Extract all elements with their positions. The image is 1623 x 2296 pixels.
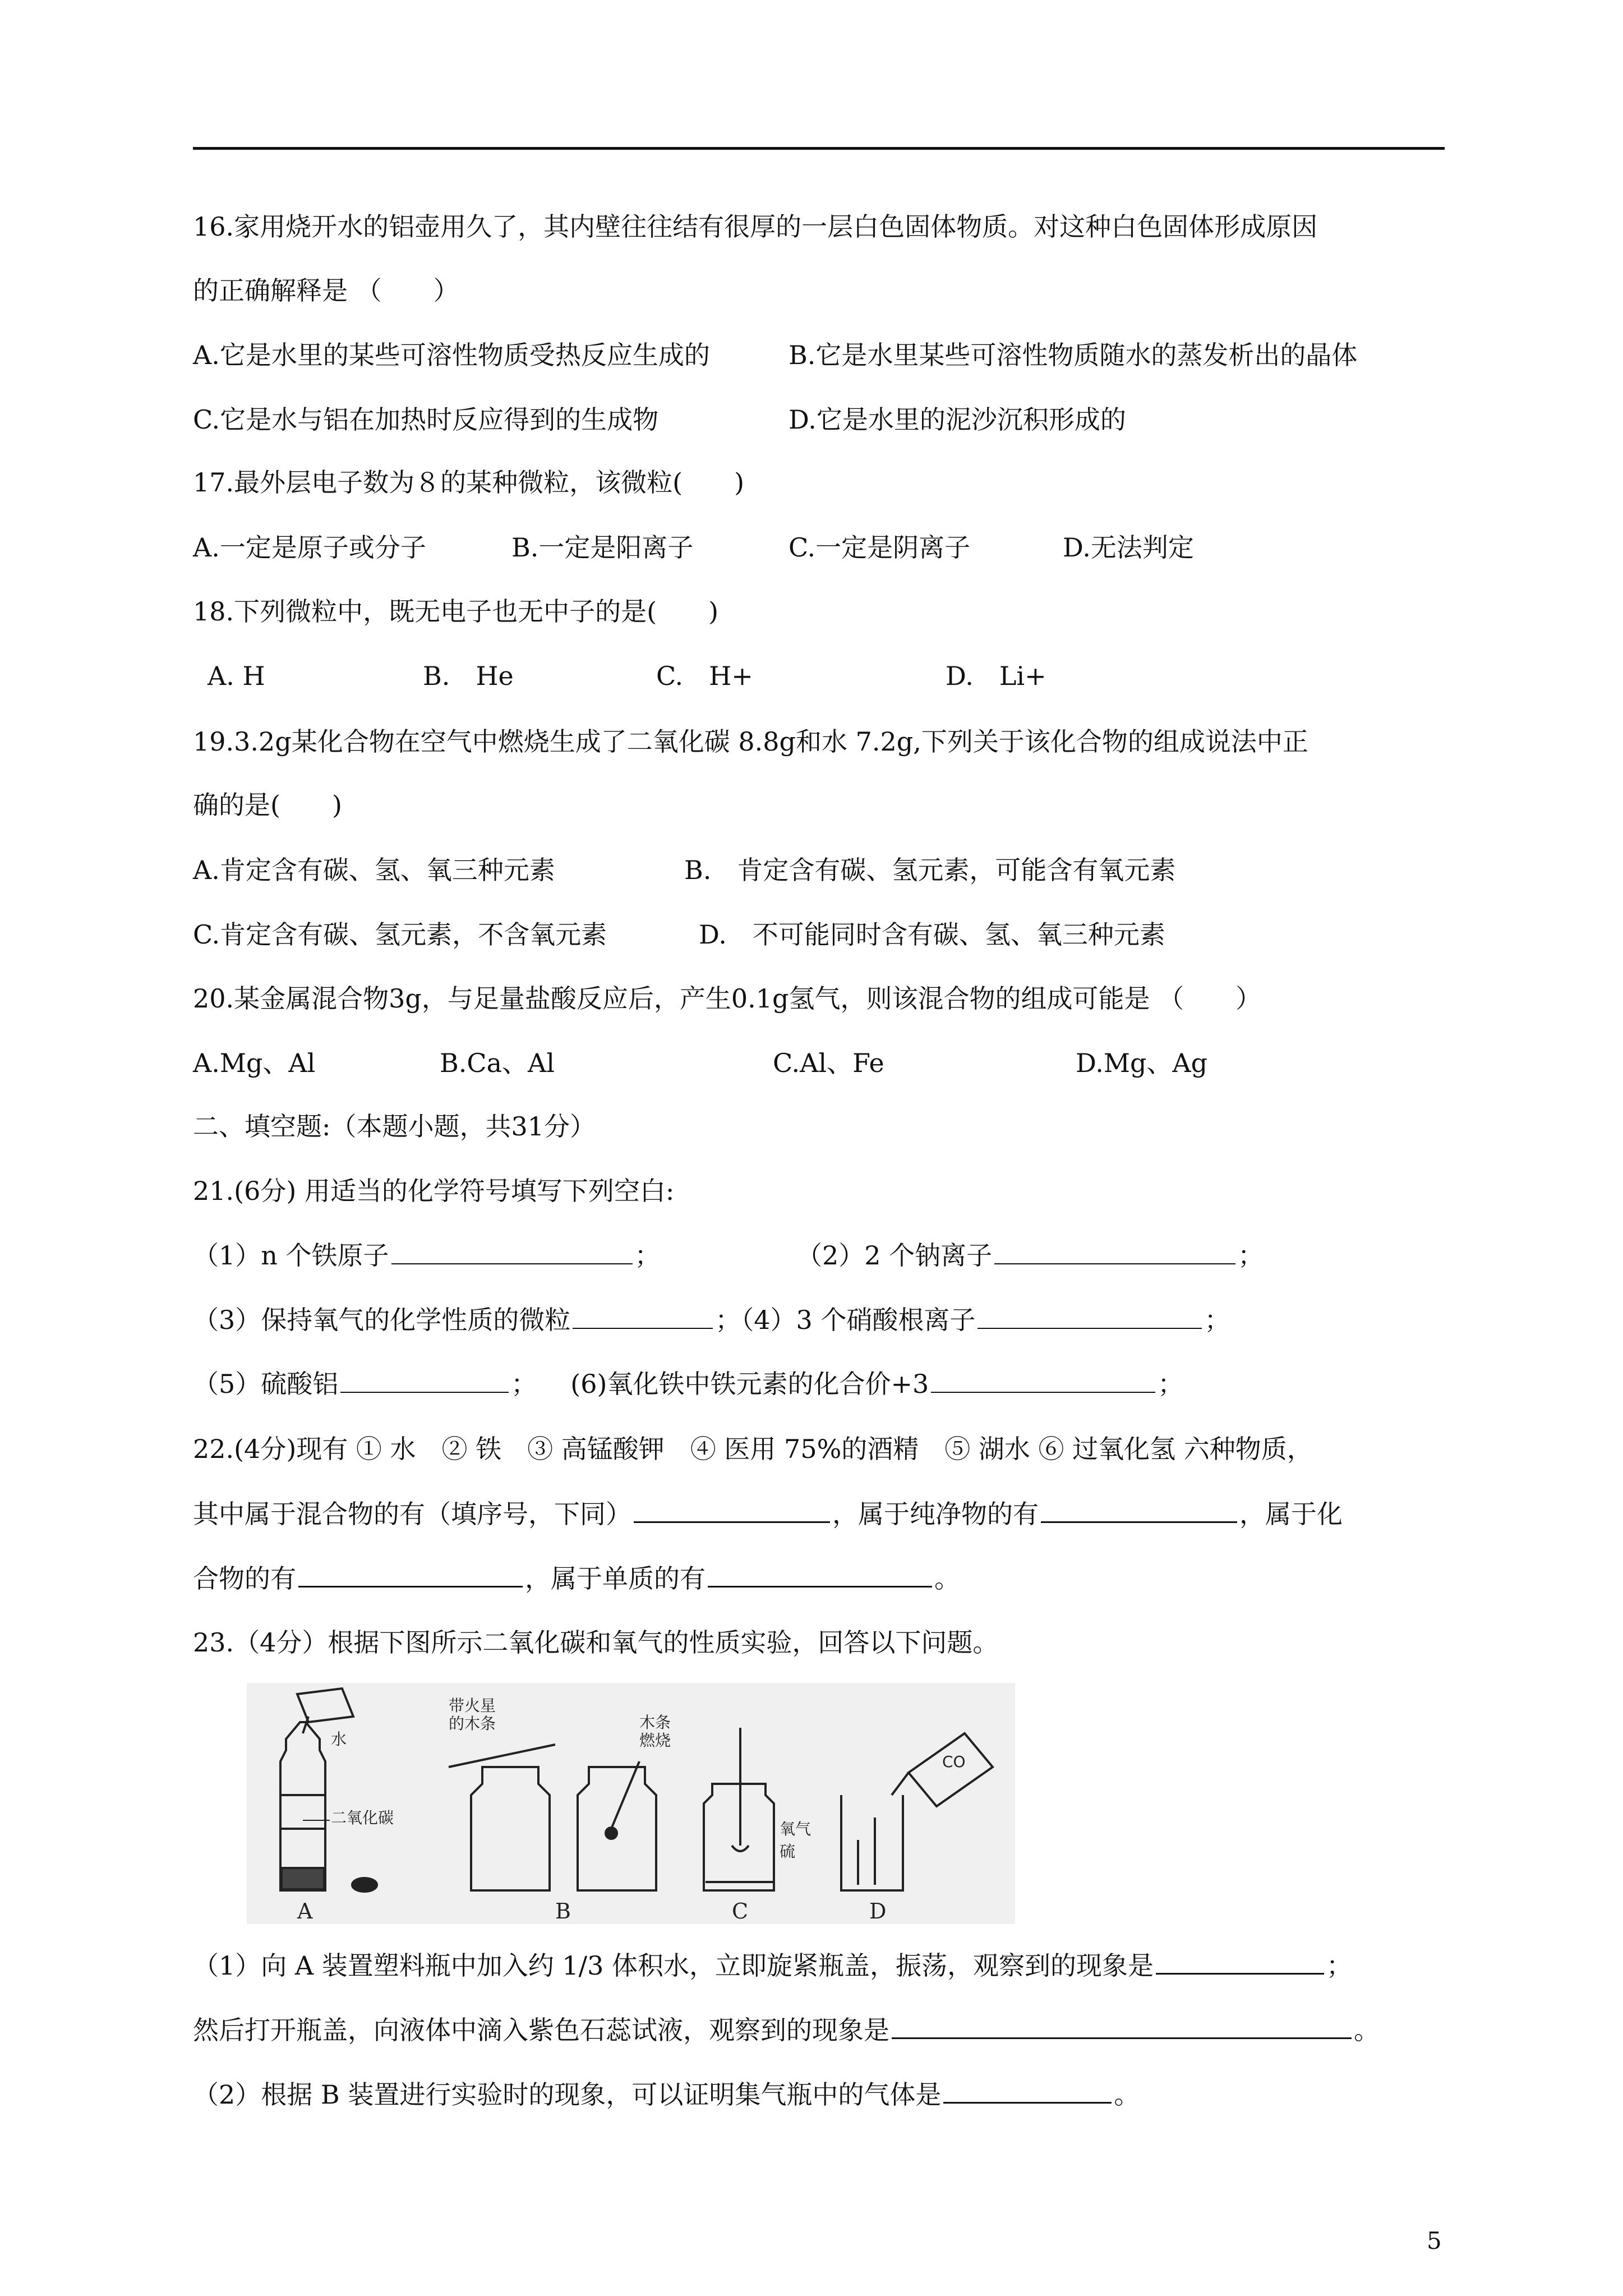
- q17-option-c: C.一定是阴离子: [789, 532, 971, 563]
- q18-option-a: A. H: [208, 661, 265, 691]
- q21-part4-semicolon: ；: [1204, 1305, 1230, 1335]
- label-burning-splint-2: 燃烧: [639, 1731, 671, 1750]
- q21-part6-label: (6)氧化铁中铁元素的化合价+3: [570, 1369, 929, 1399]
- q18-stem: 18.下列微粒中，既无电子也无中子的是( ): [193, 596, 719, 627]
- q22-compound-blank[interactable]: [298, 1561, 523, 1588]
- q19-option-a: A.肯定含有碳、氢、氧三种元素: [193, 855, 555, 885]
- q21-part2: [796, 1239, 1264, 1272]
- q20-option-d: D.Mg、Ag: [1076, 1048, 1208, 1078]
- q22-pure-blank[interactable]: [1041, 1497, 1237, 1523]
- q23-part1-line1: [193, 1948, 1352, 1982]
- label-oxygen: 氧气: [780, 1820, 811, 1838]
- q21-part4-label: （4）3 个硝酸根离子: [741, 1305, 976, 1335]
- q21-part1-semicolon: ；: [634, 1240, 661, 1271]
- page-number: 5: [1427, 2227, 1442, 2254]
- q23-stem: 23.（4分）根据下图所示二氧化碳和氧气的性质实验，回答以下问题。: [193, 1627, 999, 1658]
- caption-b: B: [555, 1899, 571, 1924]
- q21-stem: 21.(6分) 用适当的化学符号填写下列空白:: [193, 1176, 675, 1206]
- q22-mixture-blank[interactable]: [634, 1497, 830, 1523]
- q22-line2: [193, 1497, 1343, 1531]
- q19-stem-line2: 确的是( ): [193, 790, 342, 820]
- q16-option-a: A.它是水里的某些可溶性物质受热反应生成的: [193, 340, 710, 370]
- splint-flame: [606, 1828, 617, 1839]
- q21-part5-label: （5）硫酸铝: [193, 1369, 339, 1399]
- q20-option-c: C.Al、Fe: [773, 1048, 884, 1078]
- q22-element-label: ，属于单质的有: [525, 1563, 706, 1594]
- q18-option-d: D. Li+: [946, 661, 1046, 691]
- q22-mixture-label: 其中属于混合物的有（填序号，下同）: [193, 1499, 631, 1529]
- q23-part1-semicolon: ；: [1326, 1950, 1353, 1981]
- q21-part3-blank[interactable]: [573, 1303, 713, 1329]
- section-title-fill-in: 二、填空题:（本题小题，共31分）: [193, 1111, 596, 1142]
- q16-option-d: D.它是水里的泥沙沉积形成的: [789, 404, 1126, 435]
- q21-part2-semicolon: ；: [1238, 1240, 1264, 1271]
- q19-option-b: B. 肯定含有碳、氢元素，可能含有氧元素: [684, 855, 1176, 885]
- q21-part5-6: [193, 1367, 1183, 1401]
- label-glowing-splint-2: 的木条: [449, 1714, 496, 1733]
- q21-part3-label: （3）保持氧气的化学性质的微粒: [193, 1305, 571, 1335]
- q22-compound-label-end: 合物的有: [193, 1563, 296, 1594]
- header-rule: [193, 147, 1445, 150]
- q21-part5-blank[interactable]: [340, 1367, 509, 1393]
- q22-pure-label: ，属于纯净物的有: [832, 1499, 1039, 1529]
- bottle-cap: [352, 1878, 377, 1892]
- q17-option-d: D.无法判定: [1063, 532, 1194, 563]
- q22-period: 。: [934, 1563, 960, 1594]
- q23-part2-blank[interactable]: [943, 2077, 1112, 2104]
- q22-element-blank[interactable]: [708, 1561, 932, 1588]
- q23-part1-line2: [193, 2013, 1380, 2047]
- q21-part2-label: （2）2 个钠离子: [796, 1240, 993, 1271]
- q23-part2-period: 。: [1114, 2079, 1140, 2110]
- caption-d: D: [869, 1899, 887, 1924]
- label-burning-splint-1: 木条: [639, 1713, 671, 1732]
- q17-stem: 17.最外层电子数为８的某种微粒，该微粒( ): [193, 467, 745, 498]
- q23-part2-text: （2）根据 B 装置进行实验时的现象，可以证明集气瓶中的气体是: [193, 2079, 942, 2110]
- q23-part1-blank2[interactable]: [892, 2013, 1352, 2039]
- caption-a: A: [297, 1899, 313, 1924]
- q21-part1-label: （1）n 个铁原子: [193, 1240, 389, 1271]
- q18-option-c: C. H+: [656, 661, 753, 691]
- label-glowing-splint-1: 带火星: [449, 1696, 496, 1715]
- q21-part3-4: [193, 1303, 1230, 1337]
- q17-option-a: A.一定是原子或分子: [193, 532, 426, 563]
- q21-part3-semicolon: ；: [715, 1305, 741, 1335]
- q21-part2-blank[interactable]: [994, 1239, 1235, 1264]
- q16-stem-line1: 16.家用烧开水的铝壶用久了，其内壁往往结有很厚的一层白色固体物质。对这种白色固体形成原因: [193, 211, 1318, 242]
- q16-stem-line2: 的正确解释是 （ ）: [193, 275, 459, 306]
- q21-part1-blank[interactable]: [391, 1239, 633, 1264]
- label-sulfur: 硫: [780, 1842, 796, 1861]
- q23-part2: [193, 2077, 1140, 2111]
- q23-part1-period: 。: [1354, 2015, 1380, 2045]
- q23-part1-blank1[interactable]: [1156, 1948, 1324, 1975]
- caption-c: C: [732, 1899, 749, 1924]
- label-co2-bottle: 二氧化碳: [331, 1809, 394, 1827]
- q23-part1-text: （1）向 A 装置塑料瓶中加入约 1/3 体积水，立即旋紧瓶盖，振荡，观察到的现象是: [193, 1950, 1154, 1981]
- q21-part5-semicolon: ；: [511, 1369, 537, 1399]
- q16-option-b: B.它是水里某些可溶性物质随水的蒸发析出的晶体: [789, 340, 1358, 370]
- q19-stem-line1: 19.3.2g某化合物在空气中燃烧生成了二氧化碳 8.8g和水 7.2g,下列关于该化合物的组成说法中正: [193, 726, 1308, 757]
- q23-part1-text2: 然后打开瓶盖，向液体中滴入紫色石蕊试液，观察到的现象是: [193, 2015, 889, 2045]
- q19-option-c: C.肯定含有碳、氢元素，不含氧元素: [193, 919, 607, 950]
- q22-compound-label-start: ，属于化: [1239, 1499, 1343, 1529]
- q21-part1: [193, 1239, 661, 1272]
- q20-option-a: A.Mg、Al: [193, 1048, 316, 1078]
- label-co2-flask: CO: [942, 1752, 966, 1771]
- q21-part6-semicolon: ；: [1158, 1369, 1184, 1399]
- bottle-water: [282, 1868, 324, 1889]
- q20-stem: 20.某金属混合物3g，与足量盐酸反应后，产生0.1g氢气，则该混合物的组成可能是 （ ）: [193, 983, 1262, 1014]
- label-water: 水: [331, 1730, 347, 1749]
- q18-option-b: B. He: [423, 661, 514, 691]
- q17-option-b: B.一定是阳离子: [511, 532, 694, 563]
- experiment-figure-svg: [247, 1683, 1015, 1924]
- q22-stem-line1: 22.(4分)现有 ① 水 ② 铁 ③ 高锰酸钾 ④ 医用 75%的酒精 ⑤ 湖水 ⑥ 过氧化氢 六种物质，: [193, 1434, 1313, 1464]
- q16-option-c: C.它是水与铝在加热时反应得到的生成物: [193, 404, 659, 435]
- q21-part4-blank[interactable]: [978, 1303, 1202, 1329]
- q20-option-b: B.Ca、Al: [440, 1048, 555, 1078]
- q22-line3: [193, 1561, 960, 1595]
- q19-option-d: D. 不可能同时含有碳、氢、氧三种元素: [699, 919, 1165, 950]
- q21-part6-blank[interactable]: [931, 1367, 1155, 1393]
- experiment-figure: [247, 1683, 1015, 1924]
